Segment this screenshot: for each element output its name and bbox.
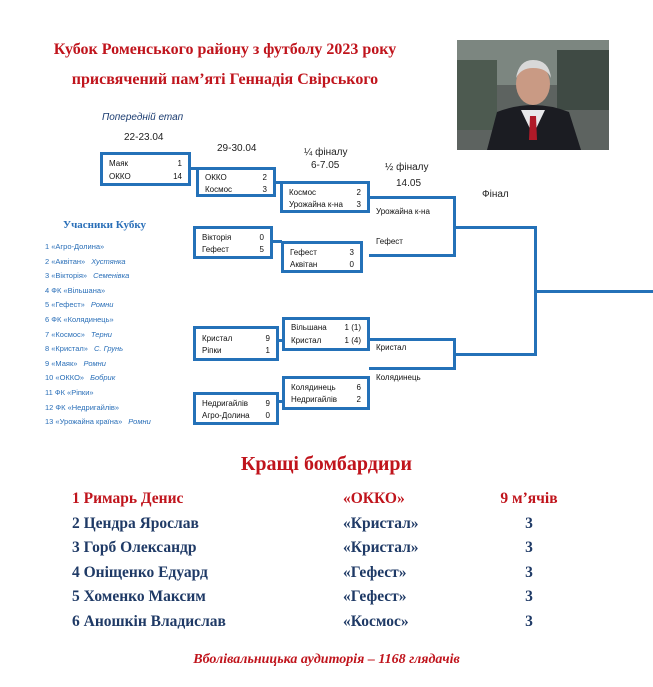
participant-team: 4 ФК «Вільшана» bbox=[45, 285, 106, 295]
team-name: Агро-Долина bbox=[202, 411, 250, 420]
scorer-row bbox=[0, 613, 653, 637]
connector-line bbox=[456, 226, 536, 229]
team-score: 2 bbox=[356, 395, 361, 404]
match-box-nedryhailiv-ahro bbox=[193, 392, 279, 425]
scorer-goals: 9 м’ячів bbox=[500, 490, 558, 507]
team-name: ОККО bbox=[205, 173, 227, 182]
scorer-row bbox=[0, 564, 653, 588]
team-score: 2 bbox=[262, 173, 267, 182]
participant-item bbox=[45, 284, 151, 299]
stage-r2-date: 29-30.04 bbox=[217, 143, 257, 154]
stage-prelim-label: Попередній етап bbox=[102, 112, 184, 123]
scorer-team: «Гефест» bbox=[343, 563, 407, 581]
scorer-team: «Космос» bbox=[343, 612, 409, 630]
team-name: Ріпки bbox=[202, 346, 222, 355]
participant-team: 10 «ОККО» bbox=[45, 373, 85, 383]
semifinalist-top2: Гефест bbox=[376, 237, 403, 246]
participant-city: Ромни bbox=[83, 358, 106, 368]
team-name: Недригайлів bbox=[291, 395, 337, 404]
participant-team: 1 «Агро-Долина» bbox=[45, 242, 105, 251]
participant-team: 3 «Вікторія» bbox=[45, 271, 88, 281]
scorer-goals: 3 bbox=[525, 588, 533, 605]
team-score: 9 bbox=[265, 334, 270, 343]
team-name: Маяк bbox=[109, 159, 129, 168]
semifinalist-bottom1: Кристал bbox=[376, 343, 407, 352]
stage-qf-date: 6-7.05 bbox=[311, 160, 340, 171]
team-name: Космос bbox=[289, 188, 317, 197]
team-score: 5 bbox=[259, 245, 264, 254]
participant-city: Ромни bbox=[90, 300, 114, 310]
participant-item bbox=[45, 357, 151, 372]
connector-line bbox=[369, 196, 455, 199]
participant-item bbox=[45, 371, 151, 386]
team-score: 0 bbox=[265, 411, 270, 420]
match-box-viktoriia-hefest bbox=[193, 226, 273, 259]
scorer-goals: 3 bbox=[525, 514, 533, 532]
participant-team: 13 «Урожайна країна» bbox=[45, 417, 123, 427]
participants-list bbox=[45, 240, 151, 430]
team-score: 2 bbox=[356, 188, 361, 197]
connector-line bbox=[534, 290, 653, 293]
scorer-team: «Кристал» bbox=[343, 514, 419, 532]
team-name: Недригайлів bbox=[202, 399, 248, 408]
participant-city: Терни bbox=[90, 329, 112, 339]
scorer-goals: 3 bbox=[525, 563, 533, 581]
team-score: 3 bbox=[262, 185, 267, 194]
team-name: Колядинець bbox=[291, 383, 336, 392]
match-box-hefest-akvitan bbox=[281, 241, 363, 273]
participant-city: Ромни bbox=[128, 417, 151, 427]
participant-item bbox=[45, 240, 151, 255]
team-name: Аквітан bbox=[290, 260, 318, 269]
participant-team: 6 ФК «Колядинець» bbox=[45, 314, 114, 324]
team-name: Космос bbox=[205, 185, 233, 194]
participant-item bbox=[45, 328, 151, 343]
participant-item bbox=[45, 342, 151, 357]
participant-city: Бобрик bbox=[90, 373, 116, 383]
scorer-goals: 3 bbox=[525, 539, 533, 556]
scorer-team: «Гефест» bbox=[343, 588, 407, 605]
match-box-kosmos-urozhaina bbox=[280, 181, 370, 213]
team-name: Гефест bbox=[290, 248, 317, 257]
team-score: 14 bbox=[173, 172, 182, 181]
scorer-team: «Кристал» bbox=[343, 539, 419, 556]
scorer-row bbox=[0, 490, 653, 514]
team-score: 0 bbox=[259, 233, 264, 242]
participant-city: Хустянка bbox=[91, 256, 126, 266]
team-score: 6 bbox=[356, 383, 361, 392]
page-title-line2: присвячений пам’яті Геннадія Свірського bbox=[71, 71, 379, 88]
team-score: 0 bbox=[349, 260, 354, 269]
stage-qf-label: ¼ фіналу bbox=[304, 147, 348, 158]
team-score: 3 bbox=[356, 200, 361, 209]
participant-item bbox=[45, 269, 151, 284]
attendance-note: Вболівальницька аудиторія – 1168 глядачів bbox=[193, 652, 460, 667]
stage-prelim-date: 22-23.04 bbox=[124, 132, 164, 143]
scorer-row bbox=[0, 539, 653, 563]
team-score: 1 (4) bbox=[344, 336, 361, 345]
team-name: Вікторія bbox=[202, 233, 232, 242]
team-name: Гефест bbox=[202, 245, 229, 254]
participant-city: С. Грунь bbox=[93, 344, 124, 354]
scorer-name: 5 Хоменко Максим bbox=[72, 588, 206, 605]
participant-team: 12 ФК «Недригайлів» bbox=[45, 402, 120, 412]
stage-sf-label: ½ фіналу bbox=[385, 162, 429, 173]
match-box-vilshana-krystal bbox=[282, 317, 370, 351]
scorer-name: 4 Оніщенко Едуард bbox=[72, 563, 208, 581]
stage-final-label: Фінал bbox=[482, 189, 509, 200]
participant-item bbox=[45, 255, 151, 270]
team-score: 1 bbox=[265, 346, 270, 355]
team-name: Вільшана bbox=[291, 323, 327, 332]
page-title-line1: Кубок Роменського району з футболу 2023 року bbox=[53, 41, 397, 58]
connector-line bbox=[369, 367, 455, 370]
semifinalist-top1: Урожайна к-на bbox=[376, 207, 430, 216]
participant-item bbox=[45, 313, 151, 328]
team-name: Кристал bbox=[202, 334, 233, 343]
team-score: 1 (1) bbox=[344, 323, 361, 332]
scorers-heading: Кращі бомбардири bbox=[240, 453, 413, 475]
team-name: ОККО bbox=[109, 172, 131, 181]
scorer-name: 1 Римарь Денис bbox=[72, 490, 184, 507]
scorer-name: 2 Цендра Ярослав bbox=[72, 514, 199, 532]
participants-heading: Учасники Кубку bbox=[63, 219, 146, 231]
connector-line bbox=[456, 353, 536, 356]
connector-line bbox=[369, 338, 455, 341]
participant-team: 2 «Аквітан» bbox=[45, 256, 86, 266]
match-box-krystal-ripky bbox=[193, 326, 279, 361]
scorer-goals: 3 bbox=[525, 612, 533, 630]
participant-city: Семенівка bbox=[93, 271, 130, 281]
stage-sf-date: 14.05 bbox=[396, 178, 422, 189]
participant-team: 8 «Кристал» bbox=[45, 344, 88, 354]
team-score: 9 bbox=[265, 399, 270, 408]
semifinalist-bottom2: Колядинець bbox=[376, 373, 421, 382]
memorial-photo bbox=[457, 40, 609, 150]
participant-team: 7 «Космос» bbox=[45, 329, 85, 339]
team-name: Кристал bbox=[291, 336, 322, 345]
scorer-row bbox=[0, 515, 653, 539]
scorer-row bbox=[0, 588, 653, 612]
participant-item bbox=[45, 298, 151, 313]
participant-team: 11 ФК «Ріпки» bbox=[45, 387, 94, 397]
participant-team: 5 «Гефест» bbox=[45, 300, 85, 310]
match-box-okko-kosmos bbox=[196, 167, 276, 197]
team-name: Урожайна к-на bbox=[289, 200, 343, 209]
connector-line bbox=[369, 254, 455, 257]
participant-item bbox=[45, 401, 151, 416]
scorer-team: «ОККО» bbox=[343, 490, 405, 507]
scorer-name: 6 Аношкін Владислав bbox=[72, 612, 226, 630]
match-box-mayak-okko bbox=[100, 152, 191, 186]
team-score: 3 bbox=[349, 248, 354, 257]
match-box-koliadynets-nedryhailiv bbox=[282, 376, 370, 410]
participant-item bbox=[45, 386, 151, 401]
participant-team: 9 «Маяк» bbox=[45, 358, 78, 368]
participant-item bbox=[45, 415, 151, 430]
team-score: 1 bbox=[177, 159, 182, 168]
scorer-name: 3 Горб Олександр bbox=[72, 539, 197, 556]
